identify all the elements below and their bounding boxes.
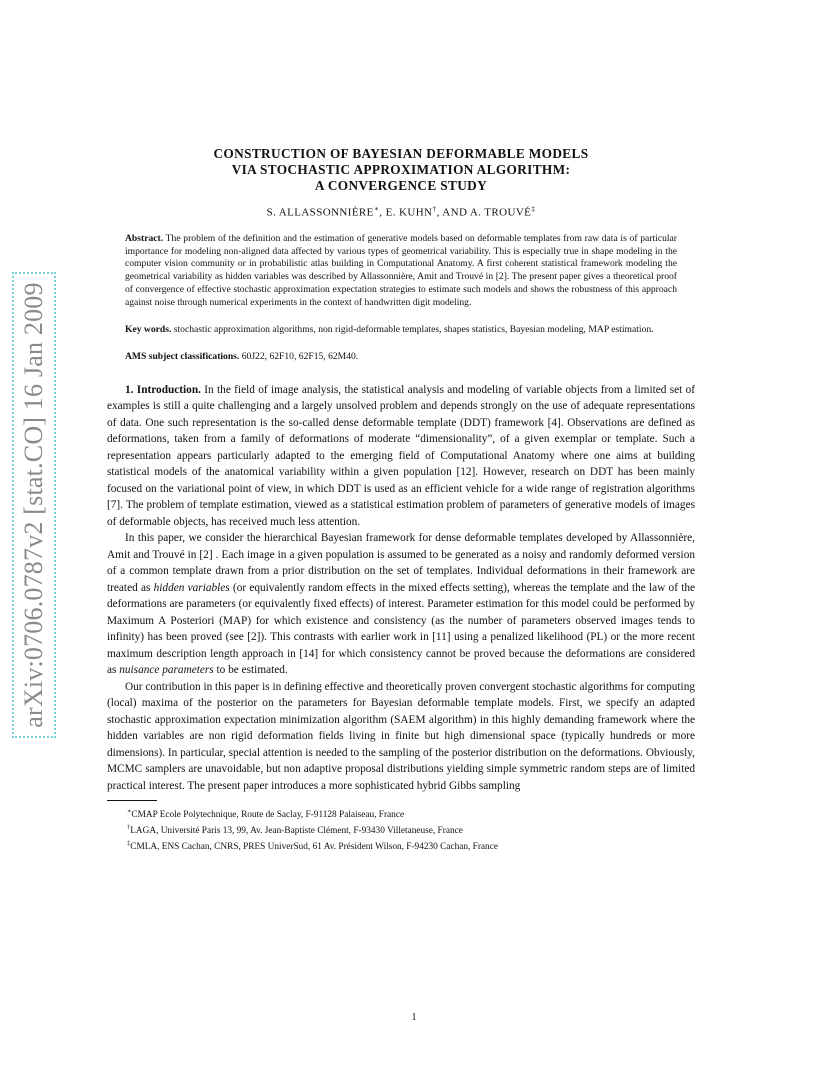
footnote-1-text: CMAP Ecole Polytechnique, Route de Saclay, F-91128 Palaiseau, France [131, 810, 405, 821]
footnote-2 [127, 822, 695, 838]
intro-paragraph-3: Our contribution in this paper is in defining effective and theoretically proven convergent stochastic algorithms for computing (local) maxima of the posterior on the parameters for Bayesian deformable template models. First, we specify an adapted stochastic approximation expectation minimization algorithm (SAEM algorithm) in this highly demanding framework where the hidden variables are non rigid deformation fields living in finite but high dimensional space (typically hundreds or more dimensions). In particular, special attention is needed to the sampling of the posterior distribution on the deformations. Obviously, MCMC samplers are unavoidable, but non adaptive proposal distributions yielding simple symmetric random steps are of limited practical interest. The present paper introduces a more sophisticated hybrid Gibbs sampling [107, 680, 695, 792]
intro-paragraph-2-part-a: In this paper, we consider the hierarchical Bayesian framework for dense deformable templates developed by Allassonnière, Amit and Trouvé in [2] . Each image in a given population is assumed to be generated as a noisy and randomly deformed version of a common template drawn from a prior distribution on the set of templates. Individual deformations in their framework are treated as [107, 532, 695, 594]
footnote-2-mark: † [127, 824, 131, 831]
author-2-mark: † [432, 204, 437, 213]
title-line-1: CONSTRUCTION OF BAYESIAN DEFORMABLE MODELS [213, 146, 589, 161]
intro-paragraph-2-part-b: (or equivalently random effects in the mixed effects setting), whereas the template and the law of the deformations are parameters (or equivalently fixed effects) of interest. Parameter estimation for this model could be performed by Maximum A Posteriori (MAP) for which existence and consistency (as the number of parameters observed images tends to infinity) has been proved (see [2]). This contrasts with earlier work in [11] using a penalized likelihood (PL) or the more recent maximum description length approach in [14] for which consistency cannot be proved because the deformations are considered as [107, 581, 696, 677]
author-separator-1: , [379, 206, 386, 219]
footnote-3-mark: ‡ [127, 839, 131, 847]
intro-paragraph-1 [107, 382, 695, 531]
author-list [107, 204, 695, 219]
ams-text: 60J22, 62F10, 62F15, 62M40. [241, 351, 359, 362]
footnote-1 [127, 806, 695, 822]
arxiv-identifier: arXiv:0706.0787v2 [stat.CO] 16 Jan 2009 [19, 282, 48, 728]
keywords-text: stochastic approximation algorithms, non rigid-deformable templates, shapes statistics, Bayesian modeling, MAP estimation. [173, 324, 654, 336]
footnote-3-text: CMLA, ENS Cachan, CNRS, PRES UniverSud, 61 Av. Président Wilson, F-94230 Cachan, France [130, 841, 498, 852]
keywords [125, 324, 677, 337]
main-content [107, 146, 695, 853]
section-heading: 1. Introduction. [125, 383, 201, 396]
ams-label: AMS subject classifications. [125, 351, 240, 362]
author-3-mark: ‡ [531, 204, 536, 213]
abstract-text: The problem of the definition and the estimation of generative models based on deformable templates from raw data is of particular importance for modeling non-aligned data affected by various types of geometrical variability. This is especially true in shape modeling in the computer vision community or in probabilistic atlas building in Computational Anatomy. A first coherent statistical framework modeling the geometrical variability as hidden variables was described by Allassonnière, Amit and Trouvé in [2]. The present paper gives a theoretical proof of convergence of effective stochastic approximation expectation strategies to estimate such models and shows the robustness of this approach against noise through numerical experiments in the context of handwritten digit modeling. [125, 232, 677, 309]
hidden-variables-term: hidden variables [153, 581, 230, 594]
author-3: A. TROUVÉ [469, 206, 532, 219]
ams-classifications [125, 351, 677, 364]
nuisance-parameters-term: nuisance parameters [119, 664, 214, 677]
author-1-mark: ∗ [373, 204, 380, 213]
abstract-label: Abstract. [125, 232, 164, 244]
intro-paragraph-2 [107, 530, 695, 679]
introduction-section [107, 382, 695, 795]
arxiv-stamp [12, 272, 56, 738]
title-line-3: A CONVERGENCE STUDY [314, 178, 488, 193]
author-1: S. ALLASSONNIÈRE [266, 206, 374, 219]
footnotes [107, 806, 695, 853]
abstract [125, 233, 677, 310]
keywords-label: Key words. [125, 324, 172, 336]
intro-paragraph-2-part-c: to be estimated. [213, 664, 288, 677]
author-separator-2: , AND [436, 206, 470, 219]
footnote-3 [127, 838, 695, 854]
page-number: 1 [411, 1012, 417, 1023]
footnote-2-text: LAGA, Université Paris 13, 99, Av. Jean-Baptiste Clément, F-93430 Villetaneuse, France [130, 826, 463, 837]
author-2: E. KUHN [385, 206, 433, 219]
intro-paragraph-1-text: In the field of image analysis, the statistical analysis and modeling of variable objects from a limited set of examples is still a quite challenging and a largely unsolved problem and depends strongly on the use of adequate representations of data. One such representation is the so-called dense deformable template (DDT) framework [4]. Observations are defined as deformations, taken from a family of deformations of moderate “dimensionality”, of a given exemplar or template. Such a representation appears particularly adapted to the emerging field of Computational Anatomy where one aims at building statistical models of the anatomical variability within a given population [12]. However, research on DDT has been mainly focused on the variational point of view, in which DDT is used as an efficient vehicle for a wide range of registration algorithms [7]. The problem of template estimation, viewed as a statistical estimation problem of parameters of generative models of images of deformable objects, has received much less attention. [107, 383, 696, 528]
footnote-1-mark: ∗ [127, 808, 132, 816]
title-line-2: VIA STOCHASTIC APPROXIMATION ALGORITHM: [231, 162, 571, 177]
paper-title [107, 146, 695, 194]
footnote-rule [107, 800, 157, 801]
